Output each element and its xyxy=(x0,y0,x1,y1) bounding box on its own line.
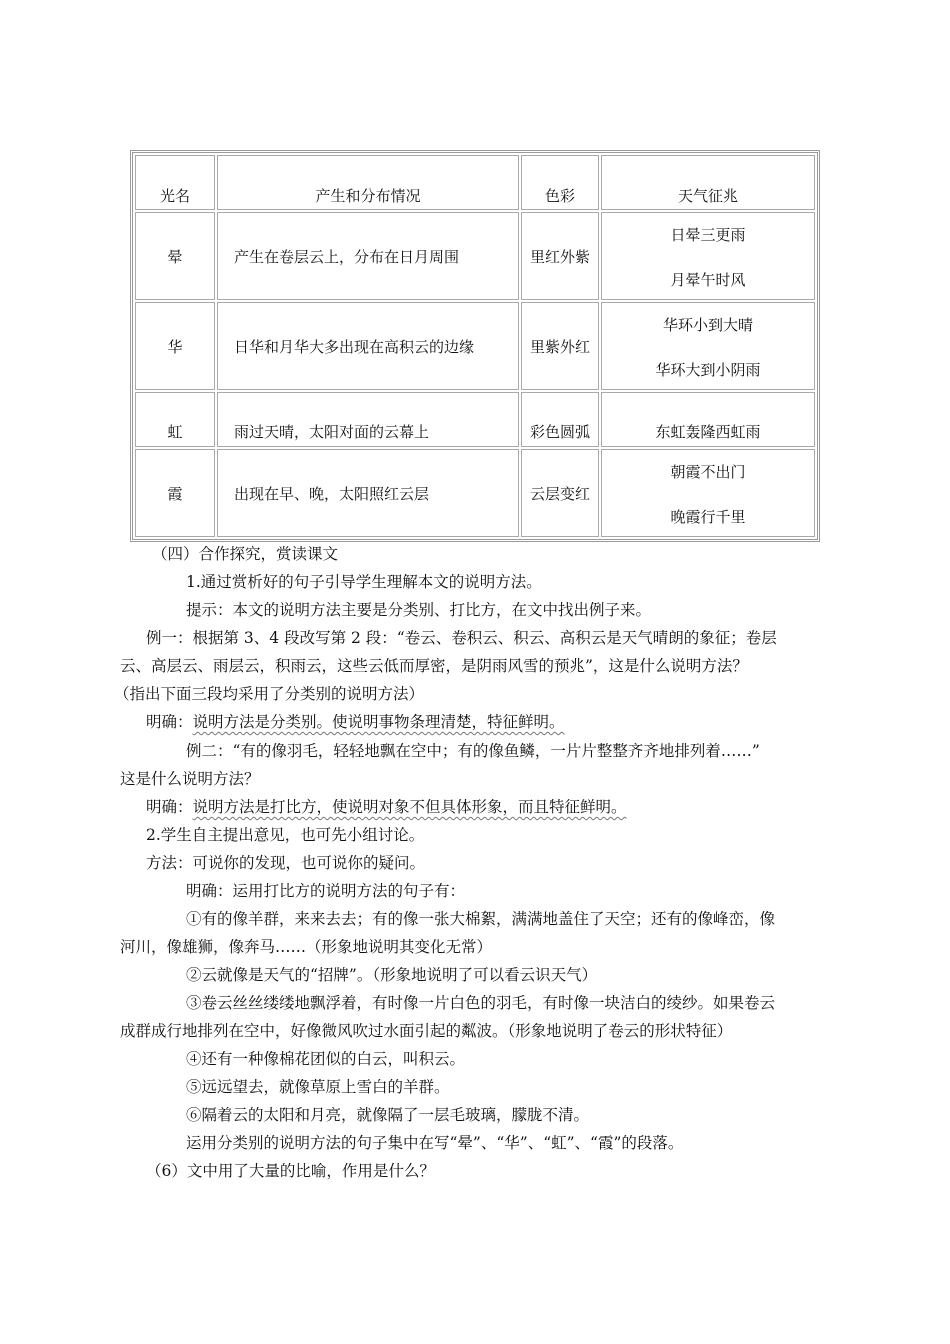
paragraph: 例二：“有的像羽毛，轻轻地飘在空中；有的像鱼鳞，一片片整整齐齐地排列着……” xyxy=(186,742,760,760)
color-cell: 里紫外红 xyxy=(521,302,599,390)
paragraph: 例一：根据第 3、4 段改写第 2 段：“卷云、卷积云、积云、高积云是天气晴朗的象征；卷层 xyxy=(146,629,777,647)
list-item: ⑤远远望去，就像草原上雪白的羊群。 xyxy=(186,1078,450,1096)
halo-table xyxy=(130,150,820,542)
header-cell: 光名 xyxy=(135,155,215,210)
omen-text: 朝霞不出门 xyxy=(670,463,746,481)
header-cell: 产生和分布情况 xyxy=(217,155,519,210)
answer-text: 说明方法是打比方，使说明对象不但具体形象，而且特征鲜明。 xyxy=(192,798,627,816)
omen-text: 日晕三更雨 xyxy=(670,226,746,244)
omen-text: 华环大到小阴雨 xyxy=(655,361,761,379)
color-cell: 云层变红 xyxy=(521,449,599,537)
light-name-cell: 虹 xyxy=(135,392,215,447)
list-item: ③卷云丝丝缕缕地飘浮着，有时像一片白色的羽毛，有时像一块洁白的绫纱。如果卷云 xyxy=(186,994,776,1012)
paragraph: 明确：运用打比方的说明方法的句子有： xyxy=(186,882,466,900)
paragraph: 2.学生自主提出意见，也可先小组讨论。 xyxy=(146,826,425,844)
answer-paragraph xyxy=(146,797,627,817)
paragraph: 1.通过赏析好的句子引导学生理解本文的说明方法。 xyxy=(186,573,542,591)
omen-cell xyxy=(601,212,815,300)
paragraph: 云、高层云、雨层云，积雨云，这些云低而厚密，是阴雨风雪的预兆”，这是什么说明方法？ xyxy=(120,657,748,675)
omen-cell xyxy=(601,302,815,390)
omen-cell xyxy=(601,449,815,537)
light-name-cell: 晕 xyxy=(135,212,215,300)
header-cell: 色彩 xyxy=(521,155,599,210)
answer-paragraph xyxy=(146,712,565,732)
omen-text: 月晕午时风 xyxy=(670,271,746,289)
list-item: ①有的像羊群，来来去去；有的像一张大棉絮，满满地盖住了天空；还有的像峰峦，像 xyxy=(186,910,776,928)
paragraph: （指出下面三段均采用了分类别的说明方法） xyxy=(114,685,425,703)
list-item: ④还有一种像棉花团似的白云，叫积云。 xyxy=(186,1050,466,1068)
halo-table-grid xyxy=(133,153,817,539)
list-item: ②云就像是天气的“招牌”。（形象地说明了可以看云识天气） xyxy=(186,966,598,984)
desc-cell: 产生在卷层云上，分布在日月周围 xyxy=(217,212,519,300)
answer-prefix: 明确： xyxy=(146,798,193,816)
omen-text: 华环小到大晴 xyxy=(662,316,753,334)
list-item: 成群成行地排列在空中，好像微风吹过水面引起的粼波。（形象地说明了卷云的形状特征） xyxy=(120,1022,733,1040)
omen-text: 晚霞行千里 xyxy=(670,508,746,526)
paragraph: 这是什么说明方法？ xyxy=(120,770,260,788)
table-row xyxy=(135,302,815,390)
table-row xyxy=(135,212,815,300)
list-item: ⑥隔着云的太阳和月亮，就像隔了一层毛玻璃，朦胧不清。 xyxy=(186,1106,590,1124)
desc-cell: 雨过天晴，太阳对面的云幕上 xyxy=(217,392,519,447)
desc-cell: 日华和月华大多出现在高积云的边缘 xyxy=(217,302,519,390)
answer-prefix: 明确： xyxy=(146,713,193,731)
question: （6）文中用了大量的比喻，作用是什么？ xyxy=(146,1162,435,1180)
paragraph: 方法：可说你的发现，也可说你的疑问。 xyxy=(146,854,426,872)
table-row xyxy=(135,392,815,447)
table-row xyxy=(135,449,815,537)
list-item: 河川，像雄狮，像奔马……（形象地说明其变化无常） xyxy=(120,938,493,956)
light-name-cell: 华 xyxy=(135,302,215,390)
paragraph: 提示：本文的说明方法主要是分类别、打比方，在文中找出例子来。 xyxy=(186,601,652,619)
header-cell: 天气征兆 xyxy=(601,155,815,210)
color-cell: 彩色圆弧 xyxy=(521,392,599,447)
desc-cell: 出现在早、晚，太阳照红云层 xyxy=(217,449,519,537)
light-name-cell: 霞 xyxy=(135,449,215,537)
paragraph: 运用分类别的说明方法的句子集中在写“晕”、“华”、“虹”、“霞”的段落。 xyxy=(186,1134,684,1152)
answer-text: 说明方法是分类别。使说明事物条理清楚，特征鲜明。 xyxy=(192,713,565,731)
table-header-row xyxy=(135,155,815,210)
section-heading: （四）合作探究，赏读课文 xyxy=(152,545,339,563)
omen-cell: 东虹轰隆西虹雨 xyxy=(601,392,815,447)
color-cell: 里红外紫 xyxy=(521,212,599,300)
